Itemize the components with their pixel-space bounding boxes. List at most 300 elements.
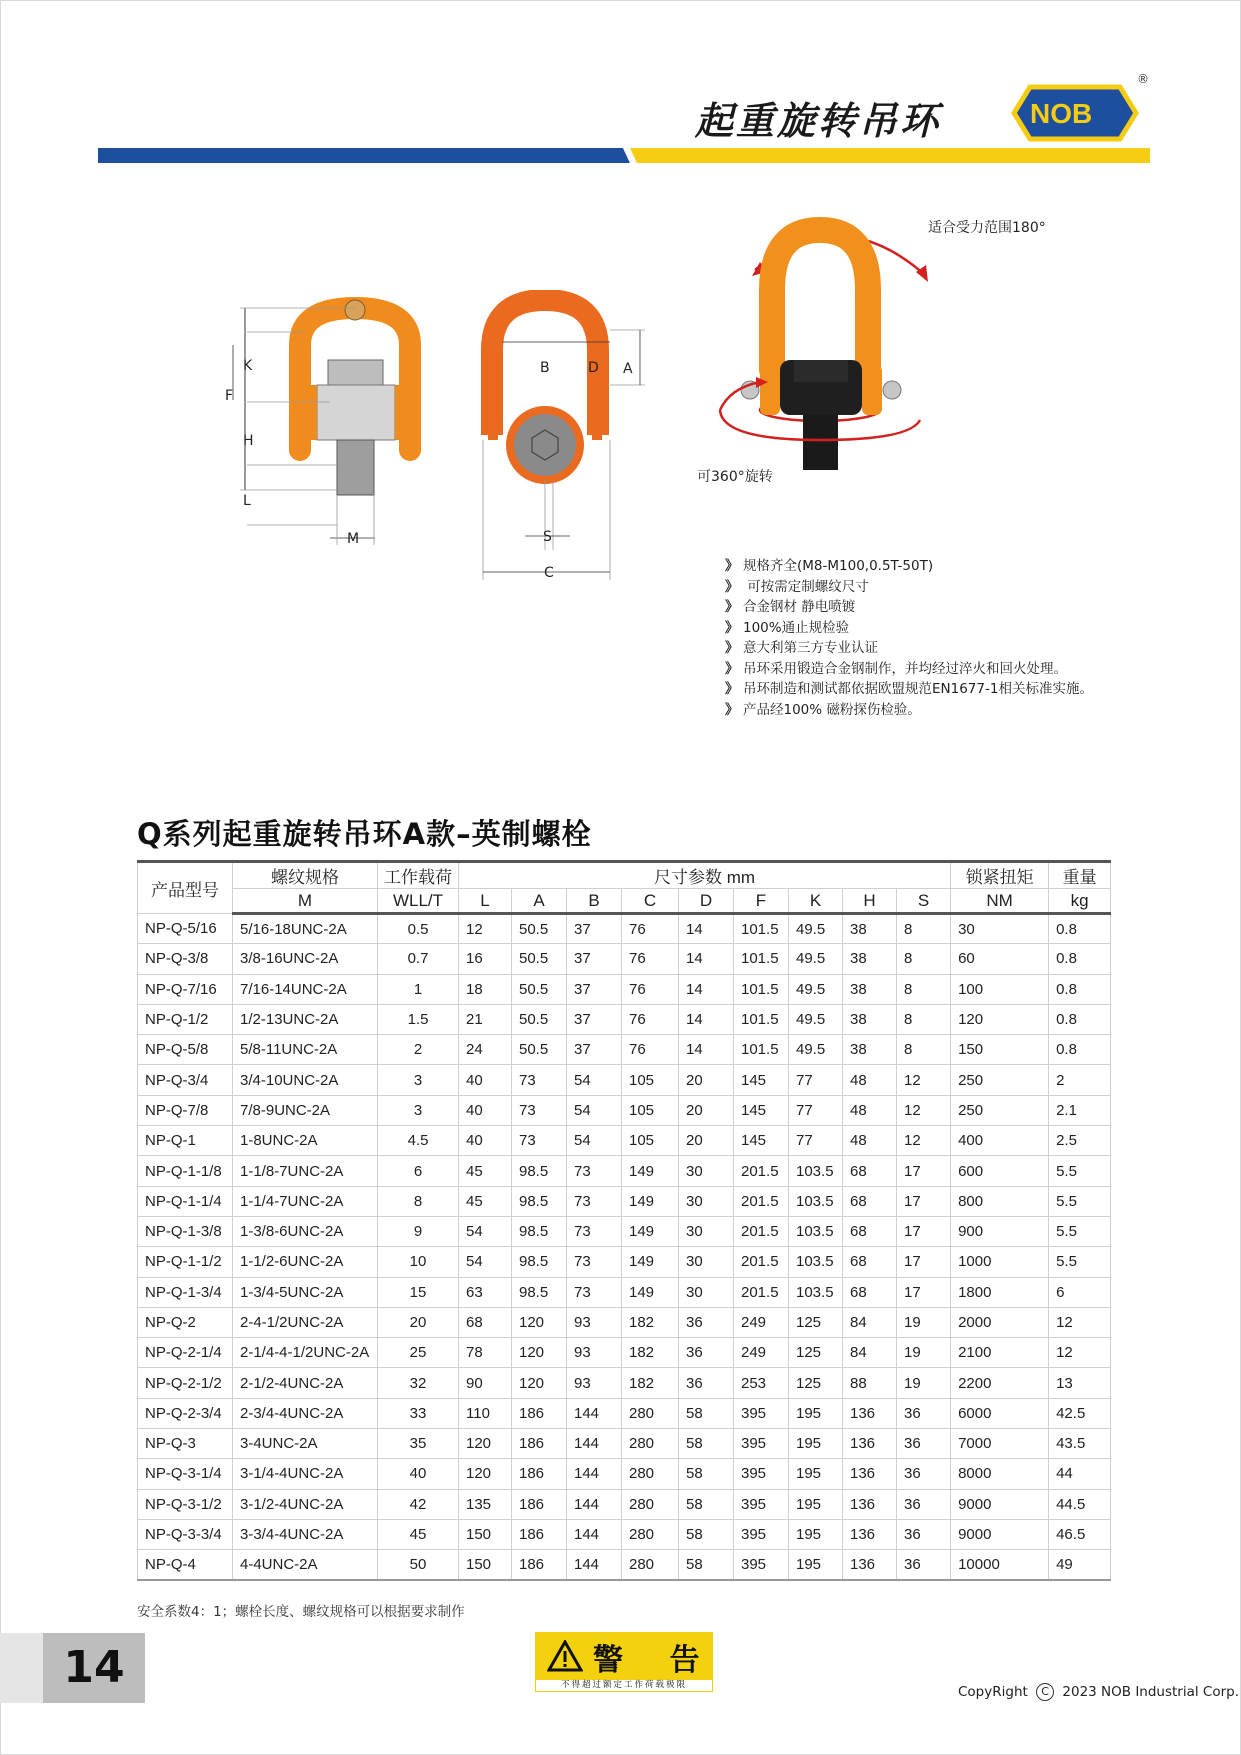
header-dim-col: K bbox=[789, 889, 843, 914]
table-cell: 73 bbox=[512, 1065, 567, 1095]
table-cell: 16 bbox=[459, 944, 512, 974]
table-cell: 0.8 bbox=[1049, 944, 1111, 974]
table-cell: 54 bbox=[567, 1065, 622, 1095]
table-cell: NP-Q-3-1/4 bbox=[138, 1459, 233, 1489]
table-cell: 40 bbox=[459, 1126, 512, 1156]
table-cell: 60 bbox=[951, 944, 1049, 974]
table-row bbox=[138, 1277, 1111, 1307]
table-cell: 58 bbox=[679, 1550, 734, 1580]
label-180-degree: 适合受力范围180° bbox=[928, 220, 1046, 236]
table-cell: 30 bbox=[679, 1186, 734, 1216]
table-cell: 8 bbox=[897, 944, 951, 974]
table-cell: 7/16-14UNC-2A bbox=[233, 974, 378, 1004]
table-cell: 48 bbox=[843, 1095, 897, 1125]
footnote: 安全系数4：1；螺栓长度、螺纹规格可以根据要求制作 bbox=[137, 1604, 465, 1620]
table-cell: 54 bbox=[459, 1216, 512, 1246]
table-cell: 280 bbox=[622, 1550, 679, 1580]
table-row bbox=[138, 1459, 1111, 1489]
table-cell: 76 bbox=[622, 944, 679, 974]
dim-label-s: S bbox=[543, 529, 552, 545]
table-cell: 20 bbox=[378, 1307, 459, 1337]
table-cell: 149 bbox=[622, 1156, 679, 1186]
table-cell: 14 bbox=[679, 974, 734, 1004]
table-cell: 5.5 bbox=[1049, 1216, 1111, 1246]
table-row bbox=[138, 1307, 1111, 1337]
table-cell: 78 bbox=[459, 1338, 512, 1368]
table-cell: 19 bbox=[897, 1368, 951, 1398]
table-cell: 103.5 bbox=[789, 1156, 843, 1186]
bullet-mark: 》 bbox=[725, 558, 739, 574]
table-cell: 280 bbox=[622, 1459, 679, 1489]
table-row bbox=[138, 1338, 1111, 1368]
feature-text: 吊环采用锻造合金钢制作，并均经过淬火和回火处理。 bbox=[743, 660, 1067, 677]
table-cell: 98.5 bbox=[512, 1216, 567, 1246]
table-cell: 36 bbox=[897, 1398, 951, 1428]
table-cell: 182 bbox=[622, 1307, 679, 1337]
table-cell: 98.5 bbox=[512, 1277, 567, 1307]
table-cell: 395 bbox=[734, 1550, 789, 1580]
header-dim-col: S bbox=[897, 889, 951, 914]
table-cell: NP-Q-3-1/2 bbox=[138, 1489, 233, 1519]
table-cell: 2000 bbox=[951, 1307, 1049, 1337]
table-cell: 76 bbox=[622, 974, 679, 1004]
table-cell: 12 bbox=[459, 914, 512, 944]
table-cell: 14 bbox=[679, 1035, 734, 1065]
copyright-icon: C bbox=[1036, 1683, 1054, 1701]
table-row bbox=[138, 1156, 1111, 1186]
table-cell: 36 bbox=[897, 1519, 951, 1549]
copyright bbox=[958, 1683, 1239, 1701]
label-360-rotation: 可360°旋转 bbox=[697, 469, 773, 485]
table-cell: 100 bbox=[951, 974, 1049, 1004]
table-cell: 35 bbox=[378, 1429, 459, 1459]
table-row bbox=[138, 1004, 1111, 1034]
table-cell: 50.5 bbox=[512, 1004, 567, 1034]
table-cell: 48 bbox=[843, 1065, 897, 1095]
table-cell: 50.5 bbox=[512, 944, 567, 974]
table-cell: 3-1/2-4UNC-2A bbox=[233, 1489, 378, 1519]
table-cell: 36 bbox=[897, 1429, 951, 1459]
table-cell: 395 bbox=[734, 1489, 789, 1519]
table-cell: 37 bbox=[567, 974, 622, 1004]
table-cell: 44.5 bbox=[1049, 1489, 1111, 1519]
table-cell: 103.5 bbox=[789, 1247, 843, 1277]
table-cell: 76 bbox=[622, 914, 679, 944]
table-cell: 12 bbox=[897, 1095, 951, 1125]
table-cell: 12 bbox=[897, 1065, 951, 1095]
table-cell: 201.5 bbox=[734, 1216, 789, 1246]
table-cell: 1-8UNC-2A bbox=[233, 1126, 378, 1156]
table-cell: 14 bbox=[679, 914, 734, 944]
table-row bbox=[138, 1368, 1111, 1398]
table-cell: 136 bbox=[843, 1519, 897, 1549]
table-cell: 7/8-9UNC-2A bbox=[233, 1095, 378, 1125]
table-cell: 84 bbox=[843, 1307, 897, 1337]
table-cell: 201.5 bbox=[734, 1156, 789, 1186]
table-cell: 5/8-11UNC-2A bbox=[233, 1035, 378, 1065]
bullet-mark: 》 bbox=[725, 578, 739, 595]
table-cell: 136 bbox=[843, 1489, 897, 1519]
table-cell: 68 bbox=[843, 1277, 897, 1307]
table-row bbox=[138, 1126, 1111, 1156]
header-dim-col: F bbox=[734, 889, 789, 914]
table-cell: 19 bbox=[897, 1307, 951, 1337]
table-header-row bbox=[138, 862, 1111, 889]
feature-text: 意大利第三方专业认证 bbox=[743, 640, 878, 656]
table-cell: 6 bbox=[1049, 1277, 1111, 1307]
table-cell: 36 bbox=[897, 1489, 951, 1519]
table-row bbox=[138, 974, 1111, 1004]
table-cell: 49.5 bbox=[789, 944, 843, 974]
table-cell: 30 bbox=[679, 1216, 734, 1246]
table-cell: 73 bbox=[512, 1095, 567, 1125]
header-thread-sub: M bbox=[233, 889, 378, 914]
table-cell: 49 bbox=[1049, 1550, 1111, 1580]
table-cell: 144 bbox=[567, 1398, 622, 1428]
table-cell: 150 bbox=[951, 1035, 1049, 1065]
table-cell: 9000 bbox=[951, 1489, 1049, 1519]
feature-text: 吊环制造和测试都依据欧盟规范EN1677-1相关标准实施。 bbox=[743, 681, 1093, 697]
table-cell: 30 bbox=[951, 914, 1049, 944]
table-cell: 195 bbox=[789, 1550, 843, 1580]
table-cell: 149 bbox=[622, 1247, 679, 1277]
table-cell: 253 bbox=[734, 1368, 789, 1398]
table-cell: 900 bbox=[951, 1216, 1049, 1246]
table-cell: 1-1/2-6UNC-2A bbox=[233, 1247, 378, 1277]
table-cell: NP-Q-1 bbox=[138, 1126, 233, 1156]
table-cell: 4-4UNC-2A bbox=[233, 1550, 378, 1580]
table-cell: 201.5 bbox=[734, 1186, 789, 1216]
bullet-mark: 》 bbox=[725, 640, 739, 656]
table-cell: 3 bbox=[378, 1065, 459, 1095]
header-dim-col: D bbox=[679, 889, 734, 914]
bullet-mark: 》 bbox=[725, 619, 739, 636]
table-cell: 45 bbox=[378, 1519, 459, 1549]
table-cell: 15 bbox=[378, 1277, 459, 1307]
dim-label-k: K bbox=[243, 358, 253, 374]
table-cell: 1-3/4-5UNC-2A bbox=[233, 1277, 378, 1307]
table-cell: 395 bbox=[734, 1429, 789, 1459]
table-cell: NP-Q-5/8 bbox=[138, 1035, 233, 1065]
table-cell: 280 bbox=[622, 1519, 679, 1549]
table-cell: 144 bbox=[567, 1519, 622, 1549]
table-cell: 33 bbox=[378, 1398, 459, 1428]
header-dim-col: C bbox=[622, 889, 679, 914]
table-cell: 45 bbox=[459, 1156, 512, 1186]
table-cell: 44 bbox=[1049, 1459, 1111, 1489]
table-cell: 54 bbox=[567, 1095, 622, 1125]
table-cell: 5.5 bbox=[1049, 1186, 1111, 1216]
table-cell: 58 bbox=[679, 1489, 734, 1519]
table-cell: 14 bbox=[679, 944, 734, 974]
table-cell: 8 bbox=[897, 1004, 951, 1034]
table-row bbox=[138, 1429, 1111, 1459]
table-cell: 76 bbox=[622, 1004, 679, 1034]
table-cell: 201.5 bbox=[734, 1247, 789, 1277]
table-cell: 7000 bbox=[951, 1429, 1049, 1459]
table-cell: 3-3/4-4UNC-2A bbox=[233, 1519, 378, 1549]
feature-list bbox=[725, 556, 1093, 720]
bullet-mark: 》 bbox=[725, 660, 739, 677]
table-cell: 105 bbox=[622, 1095, 679, 1125]
table-cell: 49.5 bbox=[789, 914, 843, 944]
table-cell: 20 bbox=[679, 1095, 734, 1125]
table-cell: 58 bbox=[679, 1429, 734, 1459]
table-cell: 1000 bbox=[951, 1247, 1049, 1277]
table-cell: NP-Q-3/8 bbox=[138, 944, 233, 974]
table-cell: 77 bbox=[789, 1126, 843, 1156]
table-cell: 2-1/2-4UNC-2A bbox=[233, 1368, 378, 1398]
table-cell: 13 bbox=[1049, 1368, 1111, 1398]
table-cell: 101.5 bbox=[734, 944, 789, 974]
table-cell: 43.5 bbox=[1049, 1429, 1111, 1459]
table-cell: 73 bbox=[567, 1216, 622, 1246]
table-cell: 68 bbox=[843, 1186, 897, 1216]
table-cell: 6000 bbox=[951, 1398, 1049, 1428]
feature-text: 100%通止规检验 bbox=[743, 619, 850, 636]
table-cell: 77 bbox=[789, 1065, 843, 1095]
table-cell: 84 bbox=[843, 1338, 897, 1368]
table-cell: 25 bbox=[378, 1338, 459, 1368]
table-row bbox=[138, 1186, 1111, 1216]
dim-label-m: M bbox=[347, 531, 360, 547]
table-cell: 103.5 bbox=[789, 1186, 843, 1216]
dim-label-f: F bbox=[225, 388, 234, 404]
swivel-ring-illustration bbox=[690, 210, 990, 500]
table-cell: 93 bbox=[567, 1368, 622, 1398]
table-cell: 88 bbox=[843, 1368, 897, 1398]
table-cell: 145 bbox=[734, 1095, 789, 1125]
table-cell: 2-4-1/2UNC-2A bbox=[233, 1307, 378, 1337]
feature-item bbox=[725, 618, 1093, 639]
table-cell: 136 bbox=[843, 1459, 897, 1489]
table-cell: 98.5 bbox=[512, 1156, 567, 1186]
feature-item bbox=[725, 679, 1093, 700]
table-cell: 8 bbox=[897, 974, 951, 1004]
table-cell: 45 bbox=[459, 1186, 512, 1216]
table-cell: 12 bbox=[1049, 1338, 1111, 1368]
table-cell: 280 bbox=[622, 1398, 679, 1428]
header-band bbox=[98, 148, 1150, 163]
table-cell: 195 bbox=[789, 1429, 843, 1459]
table-cell: 120 bbox=[512, 1368, 567, 1398]
warning-triangle-icon bbox=[547, 1640, 583, 1672]
table-cell: 120 bbox=[951, 1004, 1049, 1034]
table-cell: 8 bbox=[378, 1186, 459, 1216]
header-dim-col: B bbox=[567, 889, 622, 914]
bullet-mark: 》 bbox=[725, 681, 739, 697]
table-cell: NP-Q-1/2 bbox=[138, 1004, 233, 1034]
table-cell: 135 bbox=[459, 1489, 512, 1519]
table-cell: NP-Q-1-1/2 bbox=[138, 1247, 233, 1277]
table-cell: 37 bbox=[567, 1035, 622, 1065]
table-cell: 600 bbox=[951, 1156, 1049, 1186]
table-cell: 42.5 bbox=[1049, 1398, 1111, 1428]
table-cell: 30 bbox=[679, 1247, 734, 1277]
table-cell: 54 bbox=[459, 1247, 512, 1277]
feature-item bbox=[725, 659, 1093, 680]
table-cell: 24 bbox=[459, 1035, 512, 1065]
table-cell: 0.5 bbox=[378, 914, 459, 944]
table-cell: NP-Q-2-1/4 bbox=[138, 1338, 233, 1368]
table-cell: 145 bbox=[734, 1126, 789, 1156]
header-dims: 尺寸参数 mm bbox=[459, 862, 951, 889]
table-cell: 101.5 bbox=[734, 1004, 789, 1034]
table-cell: 2200 bbox=[951, 1368, 1049, 1398]
table-cell: 250 bbox=[951, 1095, 1049, 1125]
table-cell: 144 bbox=[567, 1550, 622, 1580]
feature-item bbox=[725, 638, 1093, 659]
dim-label-a: A bbox=[623, 361, 633, 377]
table-cell: NP-Q-3 bbox=[138, 1429, 233, 1459]
table-cell: 73 bbox=[512, 1126, 567, 1156]
table-cell: 18 bbox=[459, 974, 512, 1004]
table-title: Q系列起重旋转吊环A款–英制螺栓 bbox=[137, 817, 592, 851]
table-cell: 195 bbox=[789, 1489, 843, 1519]
table-cell: 20 bbox=[679, 1126, 734, 1156]
table-cell: 186 bbox=[512, 1398, 567, 1428]
warning-subtitle: 不得超过额定工作荷载极限 bbox=[535, 1679, 713, 1692]
table-cell: 63 bbox=[459, 1277, 512, 1307]
table-cell: 50.5 bbox=[512, 914, 567, 944]
table-row bbox=[138, 1247, 1111, 1277]
table-cell: 400 bbox=[951, 1126, 1049, 1156]
table-cell: NP-Q-2-3/4 bbox=[138, 1398, 233, 1428]
table-cell: 98.5 bbox=[512, 1186, 567, 1216]
table-cell: 144 bbox=[567, 1429, 622, 1459]
table-cell: 800 bbox=[951, 1186, 1049, 1216]
table-cell: 103.5 bbox=[789, 1216, 843, 1246]
table-cell: 3/8-16UNC-2A bbox=[233, 944, 378, 974]
table-cell: 90 bbox=[459, 1368, 512, 1398]
bullet-mark: 》 bbox=[725, 701, 739, 718]
table-cell: 98.5 bbox=[512, 1247, 567, 1277]
table-cell: 36 bbox=[897, 1550, 951, 1580]
warning-sign bbox=[535, 1632, 718, 1692]
copyright-prefix: CopyRight bbox=[958, 1684, 1028, 1700]
table-cell: 182 bbox=[622, 1368, 679, 1398]
table-cell: 36 bbox=[679, 1307, 734, 1337]
table-cell: NP-Q-3/4 bbox=[138, 1065, 233, 1095]
header-load-sub: WLL/T bbox=[378, 889, 459, 914]
table-cell: 101.5 bbox=[734, 974, 789, 1004]
table-cell: 195 bbox=[789, 1459, 843, 1489]
table-cell: 49.5 bbox=[789, 1035, 843, 1065]
table-cell: 125 bbox=[789, 1338, 843, 1368]
table-cell: 0.7 bbox=[378, 944, 459, 974]
table-cell: NP-Q-1-1/8 bbox=[138, 1156, 233, 1186]
table-cell: 8000 bbox=[951, 1459, 1049, 1489]
feature-text: 合金钢材 静电喷镀 bbox=[743, 599, 856, 615]
table-cell: 5/16-18UNC-2A bbox=[233, 914, 378, 944]
table-cell: 12 bbox=[1049, 1307, 1111, 1337]
header-weight-sub: kg bbox=[1049, 889, 1111, 914]
table-cell: 77 bbox=[789, 1095, 843, 1125]
table-cell: 46.5 bbox=[1049, 1519, 1111, 1549]
table-cell: 40 bbox=[459, 1095, 512, 1125]
table-cell: 101.5 bbox=[734, 914, 789, 944]
feature-item bbox=[725, 700, 1093, 721]
table-cell: 1.5 bbox=[378, 1004, 459, 1034]
table-cell: 2.1 bbox=[1049, 1095, 1111, 1125]
table-cell: 1-1/4-7UNC-2A bbox=[233, 1186, 378, 1216]
table-cell: 250 bbox=[951, 1065, 1049, 1095]
table-row bbox=[138, 1398, 1111, 1428]
table-cell: 50.5 bbox=[512, 974, 567, 1004]
table-cell: NP-Q-1-3/8 bbox=[138, 1216, 233, 1246]
table-cell: NP-Q-4 bbox=[138, 1550, 233, 1580]
table-cell: 0.8 bbox=[1049, 1004, 1111, 1034]
table-cell: 150 bbox=[459, 1519, 512, 1549]
table-row bbox=[138, 1216, 1111, 1246]
table-cell: 17 bbox=[897, 1156, 951, 1186]
table-cell: 3/4-10UNC-2A bbox=[233, 1065, 378, 1095]
table-cell: 195 bbox=[789, 1519, 843, 1549]
table-cell: 195 bbox=[789, 1398, 843, 1428]
table-cell: 36 bbox=[897, 1459, 951, 1489]
table-cell: 120 bbox=[512, 1307, 567, 1337]
table-cell: 144 bbox=[567, 1489, 622, 1519]
table-cell: 42 bbox=[378, 1489, 459, 1519]
header-dim-col: A bbox=[512, 889, 567, 914]
table-cell: 120 bbox=[512, 1338, 567, 1368]
table-cell: 280 bbox=[622, 1429, 679, 1459]
table-cell: NP-Q-7/8 bbox=[138, 1095, 233, 1125]
table-cell: 125 bbox=[789, 1368, 843, 1398]
feature-text: 规格齐全(M8-M100,0.5T-50T) bbox=[743, 558, 934, 574]
table-cell: 4.5 bbox=[378, 1126, 459, 1156]
header-thread: 螺纹规格 bbox=[233, 862, 378, 889]
logo-text: NOB bbox=[1030, 98, 1093, 129]
table-cell: 8 bbox=[897, 914, 951, 944]
table-row bbox=[138, 1065, 1111, 1095]
table-cell: 136 bbox=[843, 1429, 897, 1459]
table-cell: 37 bbox=[567, 944, 622, 974]
table-cell: 40 bbox=[378, 1459, 459, 1489]
table-cell: 395 bbox=[734, 1398, 789, 1428]
table-cell: 186 bbox=[512, 1519, 567, 1549]
table-cell: NP-Q-2-1/2 bbox=[138, 1368, 233, 1398]
table-cell: 103.5 bbox=[789, 1277, 843, 1307]
header-dim-col: L bbox=[459, 889, 512, 914]
warning-title: 警 告 bbox=[593, 1643, 718, 1678]
table-cell: 76 bbox=[622, 1035, 679, 1065]
table-cell: 21 bbox=[459, 1004, 512, 1034]
table-cell: 50.5 bbox=[512, 1035, 567, 1065]
table-cell: 68 bbox=[843, 1247, 897, 1277]
table-cell: 12 bbox=[897, 1126, 951, 1156]
table-cell: 5.5 bbox=[1049, 1247, 1111, 1277]
bullet-mark: 》 bbox=[725, 599, 739, 615]
feature-item bbox=[725, 577, 1093, 598]
table-cell: 93 bbox=[567, 1338, 622, 1368]
table-cell: 58 bbox=[679, 1398, 734, 1428]
table-cell: 136 bbox=[843, 1550, 897, 1580]
table-cell: 144 bbox=[567, 1459, 622, 1489]
table-cell: 68 bbox=[459, 1307, 512, 1337]
table-cell: 1-1/8-7UNC-2A bbox=[233, 1156, 378, 1186]
table-cell: 9 bbox=[378, 1216, 459, 1246]
table-cell: 37 bbox=[567, 914, 622, 944]
table-cell: 17 bbox=[897, 1277, 951, 1307]
table-row bbox=[138, 1489, 1111, 1519]
copyright-text: 2023 NOB Industrial Corp. bbox=[1062, 1684, 1240, 1700]
table-cell: 3-4UNC-2A bbox=[233, 1429, 378, 1459]
table-cell: 8 bbox=[897, 1035, 951, 1065]
table-cell: 30 bbox=[679, 1156, 734, 1186]
table-cell: 73 bbox=[567, 1277, 622, 1307]
table-cell: 38 bbox=[843, 944, 897, 974]
